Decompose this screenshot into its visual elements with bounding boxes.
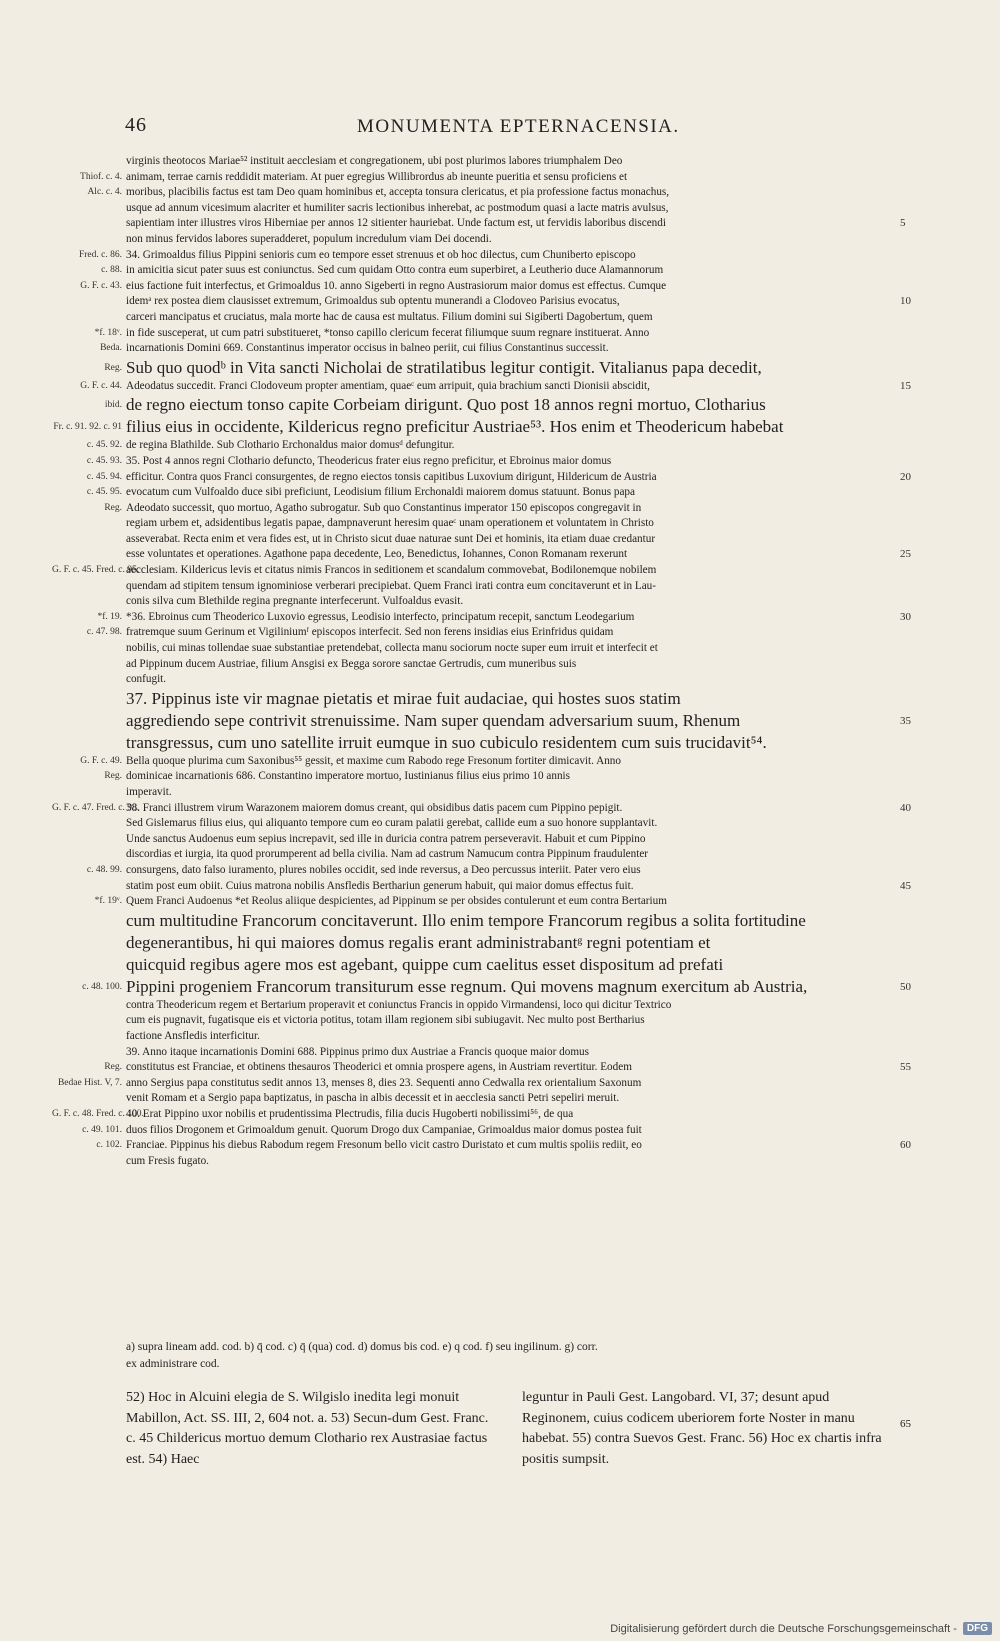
margin-reference <box>52 154 122 170</box>
margin-reference: c. 45. 92. <box>86 440 122 451</box>
margin-reference <box>52 1091 122 1107</box>
line-number <box>900 847 930 863</box>
line-number <box>900 910 930 932</box>
text-line: consurgens, dato falso iuramento, plures nobiles occidit, sed inde reversus, a Deo percussus interiit. Pater vero eius <box>126 863 641 876</box>
text-line: de regno eiectum tonso capite Corbeiam dirigunt. Quo post 18 annos regni mortuo, Clotharius <box>126 395 766 415</box>
running-head <box>0 114 1000 144</box>
line-number <box>900 263 930 279</box>
text-line: Quem Franci Audoenus *et Reolus aliique despicientes, ad Pippinum se per obsides contulerunt et eum contra Bertarium <box>126 895 667 908</box>
margin-reference: c. 47. 98. <box>86 627 122 638</box>
margin-reference: c. 102. <box>96 1140 122 1151</box>
line-number: 25 <box>900 548 911 561</box>
text-line: cum Fresis fugato. <box>126 1154 209 1167</box>
margin-reference <box>52 579 122 595</box>
line-number <box>900 1091 930 1107</box>
margin-reference <box>52 516 122 532</box>
line-number <box>900 201 930 217</box>
text-line: regiam urbem et, adsidentibus legatis papae, dampnaverunt heresim quaeᶜ unam operationem et voluntatem in Christo <box>126 517 654 530</box>
line-number <box>900 785 930 801</box>
text-line: Unde sanctus Audoenus eum sepius increpavit, sed ille in duricia contra patrem perseveravit. Habuit et cum Pippino <box>126 832 646 845</box>
text-line: virginis theotocos Mariae⁵² instituit aecclesiam et congregationem, ubi post plurimos labores triumphalem Deo <box>126 155 623 167</box>
margin-reference: *f. 18ᵛ. <box>94 327 122 338</box>
line-number <box>900 516 930 532</box>
text-line: Sub quo quodᵇ in Vita sancti Nicholai de stratilatibus legitur contigit. Vitalianus papa decedit, <box>126 357 762 377</box>
line-number <box>900 754 930 770</box>
text-line: fratremque suum Gerinum et Vigiliniumᶠ episcopos interfecit. Sed non ferens insidias eius Erinfridus quidam <box>126 626 614 639</box>
margin-reference: c. 48. 100. <box>82 981 122 992</box>
margin-reference: G. F. c. 43. <box>80 280 122 291</box>
margin-reference: G. F. c. 49. <box>80 755 122 766</box>
line-number: 40 <box>900 801 911 814</box>
text-line: Pippini progeniem Francorum transiturum esse regnum. Qui movens magnum exercitum ab Austria, <box>126 976 808 996</box>
text-line: in amicitia sicut pater suus est coniunctus. Sed cum quidam Otto contra eum superbiret, a Leutherio duce Alamannorum <box>126 264 664 277</box>
running-title: MONUMENTA EPTERNACENSIA. <box>357 116 680 137</box>
line-number <box>900 416 930 438</box>
text-line: Franciae. Pippinus his diebus Rabodum regem Fresonum bello vicit castro Duristato et cum multis spoliis rediit, eo <box>126 1139 642 1152</box>
line-number: 10 <box>900 295 911 308</box>
margin-reference: c. 49. 101. <box>82 1124 122 1135</box>
line-number <box>900 248 930 264</box>
text-line: sapientiam inter illustres viros Hiberniae per annos 12 sitienter hauriebat. Unde factum est, ut fervidis laboribus discendi <box>126 217 666 230</box>
line-number <box>900 438 930 454</box>
margin-reference: *f. 19. <box>97 611 122 622</box>
margin-reference <box>52 816 122 832</box>
text-line: 38. Franci illustrem virum Warazonem maiorem domus creant, qui obsidibus datis pacem cum Pippino pepigit. <box>126 801 623 814</box>
margin-reference: c. 45. 93. <box>86 455 122 466</box>
text-line: cum eis pugnavit, fugatisque eis et victoria potitus, totam illam regionem sibi subiugavit. Nec multo post Bertharius <box>126 1014 645 1027</box>
line-number <box>900 154 930 170</box>
line-number <box>900 688 930 710</box>
text-line: Adeodatus succedit. Franci Clodoveum propter amentiam, quaeᶜ eum arripuit, quia brachium sancti Dionisii abscidit, <box>126 379 650 392</box>
text-line: quendam ad stipitem tensum ignominiose verberari precipiebat. Quem Franci irati contra eum concitaverunt et in Lau- <box>126 579 656 592</box>
text-line: efficitur. Contra quos Franci consurgentes, de regno eiectos tonsis capitibus Luxovium dirigunt, Hildericum de Austria <box>126 470 657 483</box>
text-line: carceri mancipatus et cruciatus, mala morte hac de causa est multatus. Filium domini sui Sigiberti Dagobertum, quem <box>126 310 653 323</box>
margin-reference <box>52 910 122 932</box>
text-line: transgressus, cum uno satellite irruit eumque in suo cubiculo residentem cum suis trucidavit⁵⁴. <box>126 732 767 752</box>
margin-reference: Fr. c. 91. 92. c. 91 <box>53 422 122 433</box>
margin-reference <box>52 1045 122 1061</box>
line-number <box>900 1013 930 1029</box>
line-number <box>900 832 930 848</box>
line-number: 45 <box>900 879 911 892</box>
footer-text: Digitalisierung gefördert durch die Deutsche Forschungsgemeinschaft - <box>610 1622 957 1635</box>
text-line: venit Romam et a Sergio papa baptizatus, in pascha in albis decessit et in aecclesia sancti Petri sepeliri meruit. <box>126 1092 620 1105</box>
margin-reference <box>52 832 122 848</box>
margin-reference <box>52 216 122 232</box>
text-line: aggrediendo sepe contrivit strenuissime. Nam super quendam adversarium suum, Rhenum <box>126 710 741 730</box>
text-line: factione Ansfledis interficitur. <box>126 1029 260 1042</box>
margin-reference: Bedae Hist. V, 7. <box>57 1077 122 1088</box>
margin-reference <box>52 732 122 754</box>
line-number <box>900 1123 930 1139</box>
text-line: 34. Grimoaldus filius Pippini senioris cum eo tempore esset strenuus et ob hoc dilectus, cum Chuniberto episcopo <box>126 248 636 261</box>
line-number <box>900 1029 930 1045</box>
line-number <box>900 310 930 326</box>
text-line: ad Pippinum ducem Austriae, filium Ansgisi ex Begga sorore sanctae Gertrudis, cum muneribus suis <box>126 657 577 670</box>
text-line: discordias et iurgia, ita quod prorumperent ad bella civilia. Nam ad castrum Namucum contra Pippinum fraudulenter <box>126 848 649 861</box>
margin-reference <box>52 532 122 548</box>
line-number <box>900 326 930 342</box>
text-line: aecclesiam. Kildericus levis et citatus nimis Francos in seditionem et scandalum commovebat, Bodilonemque nobilem <box>126 564 657 577</box>
line-number <box>900 579 930 595</box>
apparatus-line: ex administrare cod. <box>126 1358 220 1370</box>
margin-reference <box>52 710 122 732</box>
line-number <box>900 641 930 657</box>
line-number <box>900 769 930 785</box>
margin-reference: Alc. c. 4. <box>87 187 122 198</box>
margin-reference: G. F. c. 47. Fred. c. 98. <box>52 802 140 813</box>
text-line: de regina Blathilde. Sub Clothario Erchonaldus maior domusᵈ defungitur. <box>126 439 455 452</box>
margin-reference: Reg. <box>104 1062 122 1073</box>
margin-reference <box>52 785 122 801</box>
line-number <box>900 279 930 295</box>
line-number <box>900 657 930 673</box>
footnote-line-number: 65 <box>900 1418 911 1430</box>
margin-reference <box>52 998 122 1014</box>
page-number: 46 <box>125 114 147 136</box>
margin-reference <box>52 657 122 673</box>
text-line: duos filios Drogonem et Grimoaldum genuit. Quorum Drogo dux Campaniae, Grimoaldus maior domus postea fuit <box>126 1123 642 1136</box>
text-line: imperavit. <box>126 786 172 798</box>
line-number <box>900 1107 930 1123</box>
margin-reference <box>52 688 122 710</box>
line-number <box>900 954 930 976</box>
line-number <box>900 485 930 501</box>
text-line: idemᵃ rex postea diem clausisset extremum, Grimoaldus sub optentu munerandi a Clodoveo Parisius evocatus, <box>126 295 620 308</box>
line-number <box>900 563 930 579</box>
text-line: 35. Post 4 annos regni Clothario defuncto, Theodericus frater eius regno preficitur, et Ebroinus maior domus <box>126 454 612 467</box>
text-line: animam, terrae carnis reddidit materiam. At puer egregius Willibrordus ab ineunte pueritia et sensu proficiens et <box>126 170 628 183</box>
margin-reference: Reg. <box>104 771 122 782</box>
left-margin-references <box>52 154 144 1169</box>
line-number <box>900 232 930 248</box>
line-number <box>900 357 930 379</box>
footnotes-right-column <box>522 1388 894 1470</box>
margin-reference: ibid. <box>104 400 122 411</box>
margin-reference <box>52 310 122 326</box>
digitization-footer <box>610 1622 992 1635</box>
text-line: Bella quoque plurima cum Saxonibus⁵⁵ gessit, et maxime cum Rabodo rege Fresonum fortiter dimicavit. Anno <box>126 754 621 767</box>
margin-reference: G. F. c. 45. Fred. c. 95. <box>52 565 140 576</box>
line-number <box>900 672 930 688</box>
line-number <box>900 170 930 186</box>
margin-reference: c. 48. 99. <box>86 864 122 875</box>
margin-reference: G. F. c. 44. <box>80 380 122 391</box>
line-number: 60 <box>900 1139 911 1152</box>
critical-apparatus <box>126 1339 894 1373</box>
text-line: evocatum cum Vulfoaldo duce sibi preficiunt, Leodisium filium Erchonaldi maiorem domus statuunt. Bonus papa <box>126 486 635 499</box>
text-line: esse voluntates et operationes. Agathone papa decedente, Leo, Benedictus, Iohannes, Conon Romanam rexerunt <box>126 548 628 561</box>
line-number <box>900 732 930 754</box>
margin-reference: c. 45. 94. <box>86 471 122 482</box>
margin-reference <box>52 201 122 217</box>
text-line: filius eius in occidente, Kildericus regno preficitur Austriae⁵³. Hos enim et Theodericum habebat <box>126 417 784 437</box>
margin-reference <box>52 547 122 563</box>
line-number: 15 <box>900 379 911 392</box>
line-number: 30 <box>900 610 911 623</box>
margin-reference: c. 88. <box>101 265 122 276</box>
text-line: 39. Anno itaque incarnationis Domini 688. Pippinus primo dux Austriae a Francis quoque maior domus <box>126 1045 589 1058</box>
line-number: 5 <box>900 217 906 230</box>
line-number <box>900 454 930 470</box>
line-numbers <box>900 154 930 1169</box>
margin-reference: Fred. c. 86. <box>78 249 122 260</box>
line-number: 55 <box>900 1061 911 1074</box>
line-number <box>900 532 930 548</box>
margin-reference <box>52 594 122 610</box>
margin-reference <box>52 641 122 657</box>
text-line: asseverabat. Recta enim et vera fides est, ut in Christo sicut duae naturae sunt Dei et hominis, ita etiam duae credantur <box>126 532 656 545</box>
margin-reference <box>52 1013 122 1029</box>
margin-reference <box>52 879 122 895</box>
line-number <box>900 932 930 954</box>
margin-reference <box>52 672 122 688</box>
line-number <box>900 998 930 1014</box>
text-line: Adeodato successit, quo mortuo, Agatho subrogatur. Sub quo Constantinus imperator 150 episcopos congregavit in <box>126 501 642 514</box>
text-line: conis silva cum Blethilde regina pregnante interfecerunt. Vulfoaldus evasit. <box>126 595 464 608</box>
margin-reference: G. F. c. 48. Fred. c. 100. <box>52 1108 144 1119</box>
dfg-logo: DFG <box>963 1622 992 1635</box>
line-number <box>900 1076 930 1092</box>
line-number <box>900 816 930 832</box>
line-number <box>900 894 930 910</box>
line-number <box>900 863 930 879</box>
text-line: confugit. <box>126 673 167 686</box>
text-line: moribus, placibilis factus est tam Deo quam hominibus et, accepta tonsura clericatus, et pia professione factus monachus, <box>126 186 670 199</box>
text-line: usque ad annum vicesimum alacriter et humiliter sacris lectionibus inherebat, ac postmodum quasi a lacte matris avulsus, <box>126 201 669 214</box>
margin-reference <box>52 1154 122 1170</box>
margin-reference <box>52 932 122 954</box>
margin-reference <box>52 1029 122 1045</box>
line-number <box>900 185 930 201</box>
line-number <box>900 1154 930 1170</box>
text-line: 40. Erat Pippino uxor nobilis et prudentissima Plectrudis, filia ducis Hugoberti nobilissimi⁵⁶, de qua <box>126 1107 574 1120</box>
line-number: 20 <box>900 470 911 483</box>
margin-reference <box>52 954 122 976</box>
line-number <box>900 594 930 610</box>
line-number <box>900 341 930 357</box>
margin-reference <box>52 847 122 863</box>
margin-reference <box>52 232 122 248</box>
margin-reference: c. 45. 95. <box>86 487 122 498</box>
text-line: 37. Pippinus iste vir magnae pietatis et mirae fuit audaciae, qui hostes suos statim <box>126 688 681 708</box>
line-number <box>900 1045 930 1061</box>
text-line: degenerantibus, hi qui maiores domus regalis erant administrabantᵍ regni potentiam et <box>126 932 711 952</box>
text-line: in fide susceperat, ut cum patri substitueret, *tonso capillo clericum fecerat filiumque suum regnare instituerat. Anno <box>126 326 650 339</box>
line-number: 50 <box>900 980 911 993</box>
text-line: quicquid regibus agere mos est agebant, quippe cum caelitus esset dispositum ad prefati <box>126 954 724 974</box>
text-line: constitutus est Franciae, et obtinens thesauros Theoderici et omnia prospere agens, in Austriam revertitur. Eodem <box>126 1061 632 1074</box>
apparatus-line: a) supra lineam add. cod. b) q̄ cod. c) q̄ (qua) cod. d) domus bis cod. e) q cod. f) seu ingilinum. g) corr. <box>126 1341 598 1353</box>
margin-reference <box>52 294 122 310</box>
text-line: *36. Ebroinus cum Theoderico Luxovio egressus, Leodisio interfecto, principatum recepit, sanctum Leodegarium <box>126 610 635 623</box>
text-line: cum multitudine Francorum concitaverunt. Illo enim tempore Francorum regibus a solita fortitudine <box>126 910 806 930</box>
footnotes-left-column <box>126 1388 498 1470</box>
footnotes <box>126 1388 911 1470</box>
margin-reference: Beda. <box>100 343 122 354</box>
main-text <box>126 154 894 1169</box>
line-number: 35 <box>900 714 911 727</box>
text-line: non minus fervidos labores superadderet, populum incredulum viam Dei docendi. <box>126 232 492 245</box>
text-line: anno Sergius papa constitutus sedit annos 13, menses 8, dies 23. Sequenti anno Cedwalla rex orientalium Saxonum <box>126 1076 642 1089</box>
line-number <box>900 625 930 641</box>
text-line: dominicae incarnationis 686. Constantino imperatore mortuo, Iustinianus filius eius primo 10 annis <box>126 770 571 783</box>
text-line: contra Theodericum regem et Bertarium properavit et coniunctus Francis in oppido Virmandensi, loco qui dicitur Textrico <box>126 998 672 1011</box>
margin-reference: Reg. <box>104 502 122 513</box>
text-line: Sed Gislemarus filius eius, qui aliquanto tempore cum eo curam palatii gerebat, callide eum a suo honore supplantavit. <box>126 817 658 830</box>
margin-reference: Reg. <box>104 362 122 373</box>
line-number <box>900 501 930 517</box>
footnote-text-right: leguntur in Pauli Gest. Langobard. VI, 37; desunt apud Reginonem, cuius codicem uberiorem forte Noster in manu habebat. 55) contra Suevos Gest. Franc. 56) Hoc ex chartis infra positis sumpsit. <box>522 1390 882 1467</box>
text-line: eius factione fuit interfectus, et Grimoaldus 10. anno Sigeberti in regno Austrasiorum maior domus est effectus. Cumque <box>126 279 667 292</box>
text-line: statim post eum obiit. Cuius matrona nobilis Ansfledis Berthariun generum habuit, qui maior domus effectus fuit. <box>126 879 634 892</box>
text-line: nobilis, cui minas tollendae suae substantiae pretendebat, collecta manu sociorum nocte super eum irruit et interfecit et <box>126 642 658 655</box>
line-number <box>900 394 930 416</box>
text-line: incarnationis Domini 669. Constantinus imperator occisus in balneo periit, cui filius Constantinus successit. <box>126 342 609 355</box>
margin-reference: Thiof. c. 4. <box>80 171 122 182</box>
margin-reference: *f. 19ᵛ. <box>94 896 122 907</box>
footnote-text-left: 52) Hoc in Alcuini elegia de S. Wilgislo inedita legi monuit Mabillon, Act. SS. III, 2, 604 not. a. 53) Secun-dum Gest. Franc. c. 45 Childericus mortuo demum Clothario rex Austrasiae factus est. 54) Haec <box>126 1390 489 1467</box>
